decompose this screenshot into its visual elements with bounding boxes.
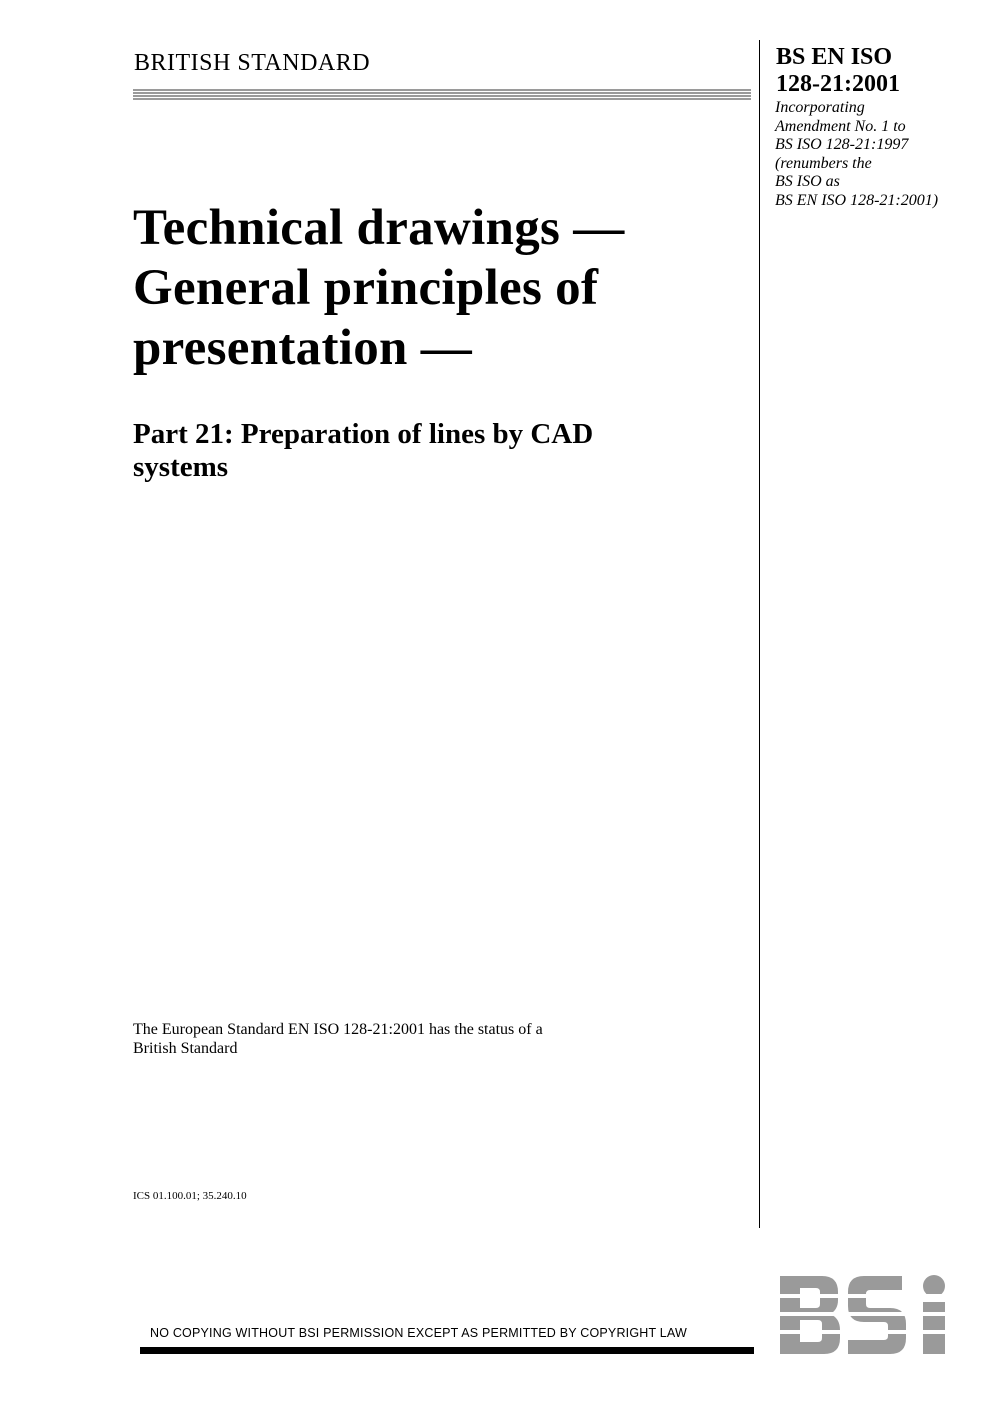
status-statement-line: British Standard xyxy=(133,1040,238,1057)
bsi-logo-icon xyxy=(778,1274,956,1356)
status-statement-line: The European Standard EN ISO 128-21:2001 has the status of a xyxy=(133,1021,543,1038)
header-label: BRITISH STANDARD xyxy=(134,50,371,76)
ics-code: ICS 01.100.01; 35.240.10 xyxy=(133,1190,247,1202)
document-title-line: Technical drawings — xyxy=(133,200,625,256)
part-title-line: systems xyxy=(133,451,229,483)
document-title-line: presentation — xyxy=(133,320,473,376)
amendment-note-line: Amendment No. 1 to xyxy=(775,117,906,135)
part-title xyxy=(133,418,753,484)
standard-number-line2: 128-21:2001 xyxy=(776,71,900,97)
amendment-note-line: BS EN ISO 128-21:2001) xyxy=(775,191,939,209)
document-title xyxy=(133,198,753,378)
amendment-note xyxy=(775,99,980,210)
amendment-note-line: BS ISO 128-21:1997 xyxy=(775,136,909,153)
amendment-note-line: Incorporating xyxy=(775,99,865,116)
footer-rule xyxy=(140,1347,754,1354)
standard-number-line1: BS EN ISO xyxy=(776,44,893,70)
part-title-line: Part 21: Preparation of lines by CAD xyxy=(133,418,594,450)
amendment-note-line: BS ISO as xyxy=(775,173,840,190)
amendment-note-line: (renumbers the xyxy=(775,154,872,172)
header-rule xyxy=(133,89,751,101)
column-divider xyxy=(759,40,760,1228)
standard-number xyxy=(776,44,900,98)
copyright-notice: NO COPYING WITHOUT BSI PERMISSION EXCEPT AS PERMITTED BY COPYRIGHT LAW xyxy=(150,1326,688,1340)
document-title-line: General principles of xyxy=(133,260,599,316)
status-statement xyxy=(133,1020,693,1058)
